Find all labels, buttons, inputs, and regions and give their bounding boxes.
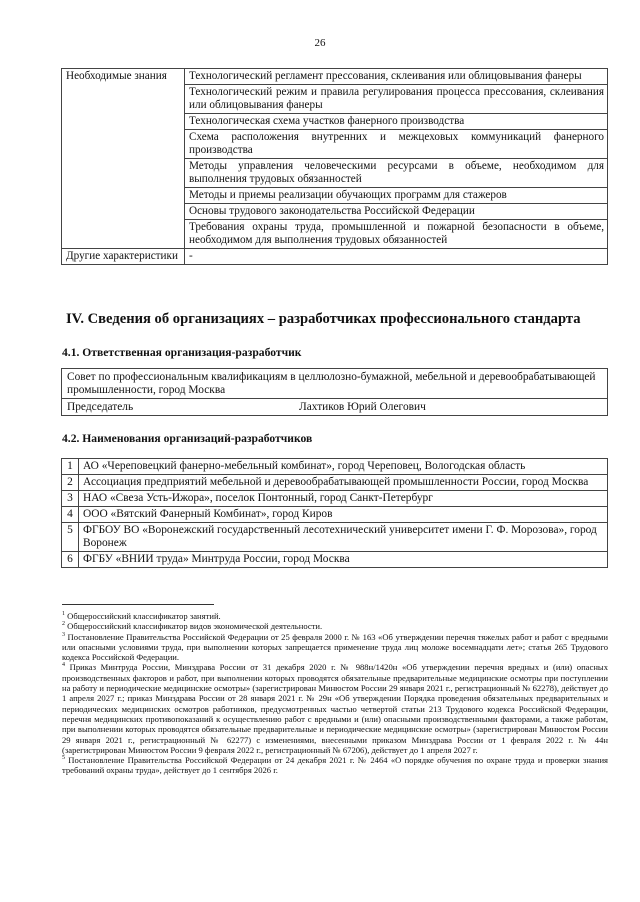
footnote-text: Приказ Минтруда России, Минздрава России от 31 декабря 2020 г. № 988н/1420н «Об утверждении перечня вредных и (или) опасных производственных факторов и работ, при выполнении которых проводятся обязательные предварительные медицинские осмотры при поступлении на работу и периодические медицинские осмотры» (зарегистрирован Минюстом России 29 января 2021 г., регистрационный № 62278), действует до 1 апреля 2027 г.; приказ Минздрава России от 28 января 2021 г. № 29н «Об утверждении Порядка проведения обязательных предварительных и периодических медицинских осмотров работников, предусмотренных частью четвертой статьи 213 Трудового кодекса Российской Федерации, перечня медицинских противопоказаний к осуществлению работ с вредными и (или) опасными производственными факторами, а также работам, при выполнении которых проводятся обязательные предварительные и периодические медицинские осмотры» (зарегистрирован Минюстом России 29 января 2021 г., регистрационный № 62277) с изменениями, внесенными приказом Минздрава России от 1 февраля 2022 г. № 44н (зарегистрирован Минюстом России 9 февраля 2022 г., регистрационный № 67206), действует до 1 апреля 2027 г. xyxy=(62,662,608,755)
table-row xyxy=(62,459,608,475)
table-row xyxy=(62,369,608,399)
developer-number: 2 xyxy=(62,475,79,491)
other-characteristics-label: Другие характеристики xyxy=(62,249,185,265)
responsible-org-heading: 4.1. Ответственная организация-разработчик xyxy=(62,346,302,359)
footnote xyxy=(62,755,608,776)
footnote xyxy=(62,632,608,663)
knowledge-item: Основы трудового законодательства Российской Федерации xyxy=(185,204,608,220)
chair-name: Лахтиков Юрий Олегович xyxy=(299,401,426,413)
developer-number: 6 xyxy=(62,552,79,568)
developer-name: АО «Череповецкий фанерно-мебельный комбинат», город Череповец, Вологодская область xyxy=(79,459,608,475)
table-row xyxy=(62,491,608,507)
footnote xyxy=(62,611,608,621)
knowledge-item: Требования охраны труда, промышленной и пожарной безопасности в объеме, необходимом для выполнения трудовых обязанностей xyxy=(185,220,608,249)
developer-name: ООО «Вятский Фанерный Комбинат», город Киров xyxy=(79,507,608,523)
developer-number: 5 xyxy=(62,523,79,552)
footnote-mark: 5 xyxy=(62,755,65,762)
developer-number: 3 xyxy=(62,491,79,507)
footnote-divider xyxy=(62,604,214,605)
developer-name: ФГБОУ ВО «Воронежский государственный лесотехнический университет имени Г. Ф. Морозова», город Воронеж xyxy=(79,523,608,552)
developer-name: Ассоциация предприятий мебельной и деревообрабатывающей промышленности России, город Москва xyxy=(79,475,608,491)
footnote-mark: 3 xyxy=(62,631,65,638)
developer-name: НАО «Свеза Усть-Ижора», поселок Понтонный, город Санкт-Петербург xyxy=(79,491,608,507)
knowledge-item: Технологическая схема участков фанерного производства xyxy=(185,114,608,130)
responsible-org-name: Совет по профессиональным квалификациям в целлюлозно-бумажной, мебельной и деревообрабатывающей промышленности, город Москва xyxy=(62,369,608,399)
table-row xyxy=(62,399,608,416)
section-title: IV. Сведения об организациях – разработчиках профессионального стандарта xyxy=(66,311,581,327)
chair-cell xyxy=(62,399,608,416)
knowledge-item: Схема расположения внутренних и межцеховых коммуникаций фанерного производства xyxy=(185,130,608,159)
table-row xyxy=(62,552,608,568)
footnote-mark: 1 xyxy=(62,611,65,618)
table-row xyxy=(62,249,608,265)
responsible-org-table xyxy=(61,368,608,416)
footnote-text: Общероссийский классификатор занятий. xyxy=(67,611,221,621)
footnote-mark: 4 xyxy=(62,662,65,669)
footnote-mark: 2 xyxy=(62,621,65,628)
knowledge-item: Методы управления человеческими ресурсами в объеме, необходимом для выполнения трудовых обязанностей xyxy=(185,159,608,188)
developer-number: 4 xyxy=(62,507,79,523)
developers-heading: 4.2. Наименования организаций-разработчиков xyxy=(62,432,313,445)
developer-name: ФГБУ «ВНИИ труда» Минтруда России, город Москва xyxy=(79,552,608,568)
knowledge-item: Технологический режим и правила регулирования процесса прессования, склеивания или облицовывания фанеры xyxy=(185,85,608,114)
table-row xyxy=(62,69,608,85)
table-row xyxy=(62,507,608,523)
other-characteristics-value: - xyxy=(185,249,608,265)
knowledge-label: Необходимые знания xyxy=(62,69,185,249)
page-number: 26 xyxy=(314,37,326,49)
table-row xyxy=(62,523,608,552)
table-row xyxy=(62,475,608,491)
footnote xyxy=(62,621,608,631)
developer-number: 1 xyxy=(62,459,79,475)
footnote-text: Общероссийский классификатор видов экономической деятельности. xyxy=(67,621,323,632)
footnote-text: Постановление Правительства Российской Федерации от 24 декабря 2021 г. № 2464 «О порядке обучения по охране труда и проверки знания требований охраны труда», действует до 1 сентября 2026 г. xyxy=(62,755,608,776)
knowledge-item: Технологический регламент прессования, склеивания или облицовывания фанеры xyxy=(185,69,608,85)
footnote xyxy=(62,662,608,755)
requirements-table xyxy=(61,68,608,265)
developers-table xyxy=(61,458,608,568)
knowledge-item: Методы и приемы реализации обучающих программ для стажеров xyxy=(185,188,608,204)
footnotes xyxy=(62,611,608,776)
chair-title: Председатель xyxy=(67,401,134,413)
footnote-text: Постановление Правительства Российской Федерации от 25 февраля 2000 г. № 163 «Об утверждении перечня тяжелых работ и работ с вредными или опасными условиями труда, при выполнении которых запрещается применение труда лиц моложе восемнадцати лет»; статья 265 Трудового кодекса Российской Федерации. xyxy=(62,631,608,663)
